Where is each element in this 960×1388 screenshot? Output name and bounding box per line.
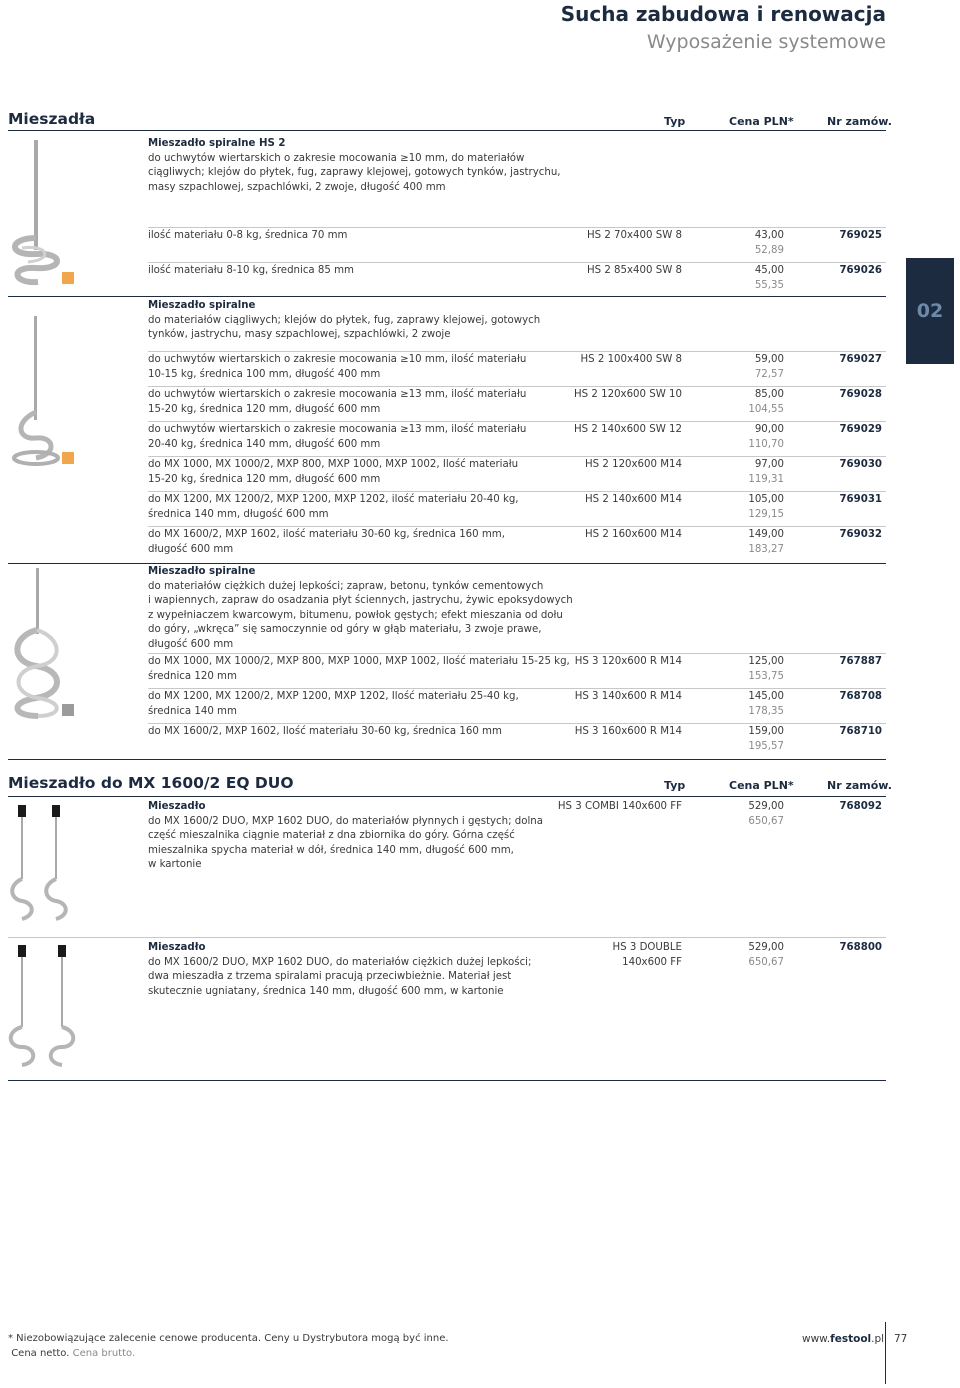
double-mixer-image <box>4 943 80 1069</box>
row-price <box>748 690 784 719</box>
spiral-mixer-image <box>8 312 68 472</box>
footer-note-text: * Niezobowiązujące zalecenie cenowe producenta. Ceny u Dystrybutora mogą być inne. <box>8 1333 449 1344</box>
row-divider <box>148 262 886 263</box>
row-price <box>755 229 784 258</box>
row-type: HS 3 DOUBLE 140x600 FF <box>612 942 682 968</box>
section-rule <box>8 796 886 797</box>
description-line: dwa mieszadła z trzema spiralami pracują przeciwbieżnie. Materiał jest <box>148 971 512 983</box>
section-rule <box>8 130 886 131</box>
row-divider <box>148 386 886 387</box>
order-number[interactable]: 768800 <box>839 942 882 953</box>
price-gross: 52,89 <box>754 244 784 256</box>
price-gross: 183,27 <box>748 543 784 555</box>
product-title: Mieszadło <box>148 801 206 812</box>
description-line: tynków, jastrychu, masy szpachlowej, szpachlówki, 2 zwoje <box>148 329 451 341</box>
price-gross: 119,31 <box>748 473 784 485</box>
order-number[interactable]: 769032 <box>839 529 882 540</box>
row-type: HS 2 120x600 SW 10 <box>574 389 682 400</box>
order-number[interactable]: 769029 <box>839 424 882 435</box>
orange-square-icon <box>62 272 74 284</box>
column-header-price: Cena PLN* <box>729 115 794 128</box>
price-net: 145,00 <box>748 691 784 702</box>
row-divider <box>8 937 886 938</box>
row-description: do MX 1600/2, MXP 1602, Ilość materiału 30-60 kg, średnica 160 mm <box>148 726 502 737</box>
group-rule <box>8 759 886 760</box>
website-link[interactable]: www.festool.pl <box>802 1333 885 1345</box>
description-line: mieszalnika spycha materiał w dół, średnica 140 mm, długość 600 mm, <box>148 844 514 856</box>
description-line: i wapiennych, zapraw do osadzania płyt ściennych, jastrychu, żywic epoksydowych <box>148 595 573 607</box>
row-divider <box>148 688 886 689</box>
product-title: Mieszadło <box>148 942 206 953</box>
column-header-price: Cena PLN* <box>729 779 794 792</box>
order-number[interactable]: 768092 <box>839 801 882 812</box>
description-line: do materiałów ciężkich dużej lepkości; zapraw, betonu, tynków cementowych <box>148 580 544 592</box>
page-header-title: Sucha zabudowa i renowacja <box>560 2 886 26</box>
description-line: z wypełniaczem kwarcowym, bitumenu, powłok gęstych; efekt mieszania od dołu <box>148 609 563 621</box>
row-divider <box>148 653 886 654</box>
order-number[interactable]: 769025 <box>839 230 882 241</box>
price-net: 125,00 <box>748 656 784 667</box>
group-title: Mieszadło spiralne HS 2 <box>148 138 286 149</box>
row-price <box>748 655 784 684</box>
price-net: 59,00 <box>754 354 784 365</box>
price-net: 529,00 <box>748 942 784 953</box>
description-line: w kartonie <box>148 859 202 871</box>
column-header-typ: Typ <box>664 779 686 792</box>
price-gross: 178,35 <box>748 705 784 717</box>
order-number[interactable]: 767887 <box>839 656 882 667</box>
price-gross: 153,75 <box>748 670 784 682</box>
row-type: HS 3 COMBI 140x600 FF <box>557 801 682 812</box>
row-description: do MX 1000, MX 1000/2, MXP 800, MXP 1000, MXP 1002, Ilość materiału 15-20 kg, średnica 120 mm, długość 600 mm <box>148 459 519 485</box>
description-line: do MX 1600/2 DUO, MXP 1602 DUO, do materiałów ciężkich dużej lepkości; <box>148 956 532 968</box>
page-header-subtitle: Wyposażenie systemowe <box>646 31 886 53</box>
row-description: do MX 1600/2, MXP 1602, ilość materiału 30-60 kg, średnica 160 mm, długość 600 mm <box>148 529 505 555</box>
price-net: 90,00 <box>754 424 784 435</box>
row-price <box>748 800 784 829</box>
group-title: Mieszadło spiralne <box>148 300 256 311</box>
footer-divider <box>885 1322 886 1384</box>
price-net: 45,00 <box>754 265 784 276</box>
product-description <box>148 800 543 873</box>
orange-square-icon <box>62 452 74 464</box>
spiral-mixer-heavy-image <box>6 566 72 720</box>
spiral-mixer-hs2-image <box>8 138 68 290</box>
description-line: do MX 1600/2 DUO, MXP 1602 DUO, do materiałów płynnych i gęstych; dolna <box>148 815 543 827</box>
order-number[interactable]: 768708 <box>839 691 882 702</box>
group-rule <box>8 296 886 297</box>
column-header-nr: Nr zamów. <box>827 115 892 128</box>
row-description: do uchwytów wiertarskich o zakresie mocowania ≥13 mm, ilość materiału 15-20 kg, średnica 120 mm, długość 600 mm <box>148 389 527 415</box>
order-number[interactable]: 769028 <box>839 389 882 400</box>
section-title: Mieszadła <box>8 110 96 128</box>
row-price <box>748 493 784 522</box>
price-net: 85,00 <box>754 389 784 400</box>
footer-gross-label: Cena brutto. <box>72 1348 136 1359</box>
row-type: HS 2 85x400 SW 8 <box>586 265 682 276</box>
footer-note <box>8 1331 449 1361</box>
row-type: HS 2 120x600 M14 <box>585 459 682 470</box>
row-type: HS 2 160x600 M14 <box>585 529 682 540</box>
price-gross: 110,70 <box>748 438 784 450</box>
row-divider <box>148 421 886 422</box>
group-description <box>148 299 540 343</box>
group-description <box>148 565 573 653</box>
row-type: HS 2 140x600 M14 <box>585 494 682 505</box>
row-divider <box>148 351 886 352</box>
description-line: do materiałów ciągliwych; klejów do płytek, fug, zaprawy klejowej, gotowych <box>148 314 541 326</box>
column-header-nr: Nr zamów. <box>827 779 892 792</box>
row-description: do uchwytów wiertarskich o zakresie mocowania ≥13 mm, ilość materiału 20-40 kg, średnica 140 mm, długość 600 mm <box>148 424 527 450</box>
page-number: 77 <box>894 1333 908 1345</box>
row-price <box>748 725 784 754</box>
price-net: 529,00 <box>748 801 784 812</box>
section-rule <box>8 1080 886 1081</box>
row-type: HS 2 70x400 SW 8 <box>586 230 682 241</box>
row-divider <box>148 456 886 457</box>
description-line: część mieszalnika ciągnie materiał z dna zbiornika do góry. Górna część <box>148 830 515 842</box>
row-type: HS 2 100x400 SW 8 <box>580 354 682 365</box>
price-net: 149,00 <box>748 529 784 540</box>
price-net: 97,00 <box>754 459 784 470</box>
description-line: skutecznie ugniatany, średnica 140 mm, długość 600 mm, w kartonie <box>148 985 504 997</box>
row-divider <box>148 491 886 492</box>
description-line: ciągliwych; klejów do płytek, fug, zaprawy klejowej, gotowych tynków, jastrychu, <box>148 167 561 179</box>
description-line: masy szpachlowej, szpachlówki, 2 zwoje, długość 400 mm <box>148 181 446 193</box>
row-price <box>748 458 784 487</box>
product-description <box>148 941 531 999</box>
price-gross: 129,15 <box>748 508 784 520</box>
footer-net-label: Cena netto. <box>11 1348 70 1359</box>
row-price <box>755 264 784 293</box>
row-price <box>748 528 784 557</box>
row-price <box>748 941 784 970</box>
group-rule <box>8 563 886 564</box>
row-divider <box>148 723 886 724</box>
price-net: 43,00 <box>754 230 784 241</box>
row-type: HS 3 140x600 R M14 <box>574 691 682 702</box>
row-type: HS 3 120x600 R M14 <box>574 656 682 667</box>
row-description: do MX 1200, MX 1200/2, MXP 1200, MXP 1202, ilość materiału 20-40 kg, średnica 140 mm, długość 600 mm <box>148 494 519 520</box>
order-number[interactable]: 769031 <box>839 494 882 505</box>
row-divider <box>148 526 886 527</box>
price-gross: 650,67 <box>748 815 784 827</box>
row-type: HS 2 140x600 SW 12 <box>574 424 682 435</box>
section-title: Mieszadło do MX 1600/2 EQ DUO <box>8 774 294 792</box>
row-description: ilość materiału 8-10 kg, średnica 85 mm <box>148 265 354 276</box>
price-gross: 650,67 <box>748 956 784 968</box>
row-description: do uchwytów wiertarskich o zakresie mocowania ≥10 mm, ilość materiału 10-15 kg, średnica 100 mm, długość 400 mm <box>148 354 527 380</box>
order-number[interactable]: 769030 <box>839 459 882 470</box>
order-number[interactable]: 768710 <box>839 726 882 737</box>
row-description: do MX 1200, MX 1200/2, MXP 1200, MXP 1202, Ilość materiału 25-40 kg, średnica 140 mm <box>148 691 519 717</box>
description-line: do uchwytów wiertarskich o zakresie mocowania ≥10 mm, do materiałów <box>148 152 525 164</box>
order-number[interactable]: 769027 <box>839 354 882 365</box>
group-description <box>148 137 561 195</box>
description-line: długość 600 mm <box>148 638 234 650</box>
price-gross: 55,35 <box>754 279 784 291</box>
row-price <box>748 388 784 417</box>
row-price <box>748 423 784 452</box>
combi-mixer-image <box>6 803 76 927</box>
row-type: HS 3 160x600 R M14 <box>574 726 682 737</box>
group-title: Mieszadło spiralne <box>148 566 256 577</box>
row-price <box>755 353 784 382</box>
row-divider <box>148 227 886 228</box>
row-description: do MX 1000, MX 1000/2, MXP 800, MXP 1000, MXP 1002, Ilość materiału 15-25 kg, średnica 120 mm <box>148 656 570 682</box>
column-header-typ: Typ <box>664 115 686 128</box>
price-gross: 104,55 <box>748 403 784 415</box>
price-gross: 195,57 <box>748 740 784 752</box>
price-gross: 72,57 <box>754 368 784 380</box>
row-description: ilość materiału 0-8 kg, średnica 70 mm <box>148 230 348 241</box>
price-net: 159,00 <box>748 726 784 737</box>
order-number[interactable]: 769026 <box>839 265 882 276</box>
description-line: do góry, „wkręca” się samoczynnie od góry w głąb materiału, 3 zwoje prawe, <box>148 624 542 636</box>
chapter-tab[interactable]: 02 <box>906 258 954 364</box>
grey-square-icon <box>62 704 74 716</box>
price-net: 105,00 <box>748 494 784 505</box>
